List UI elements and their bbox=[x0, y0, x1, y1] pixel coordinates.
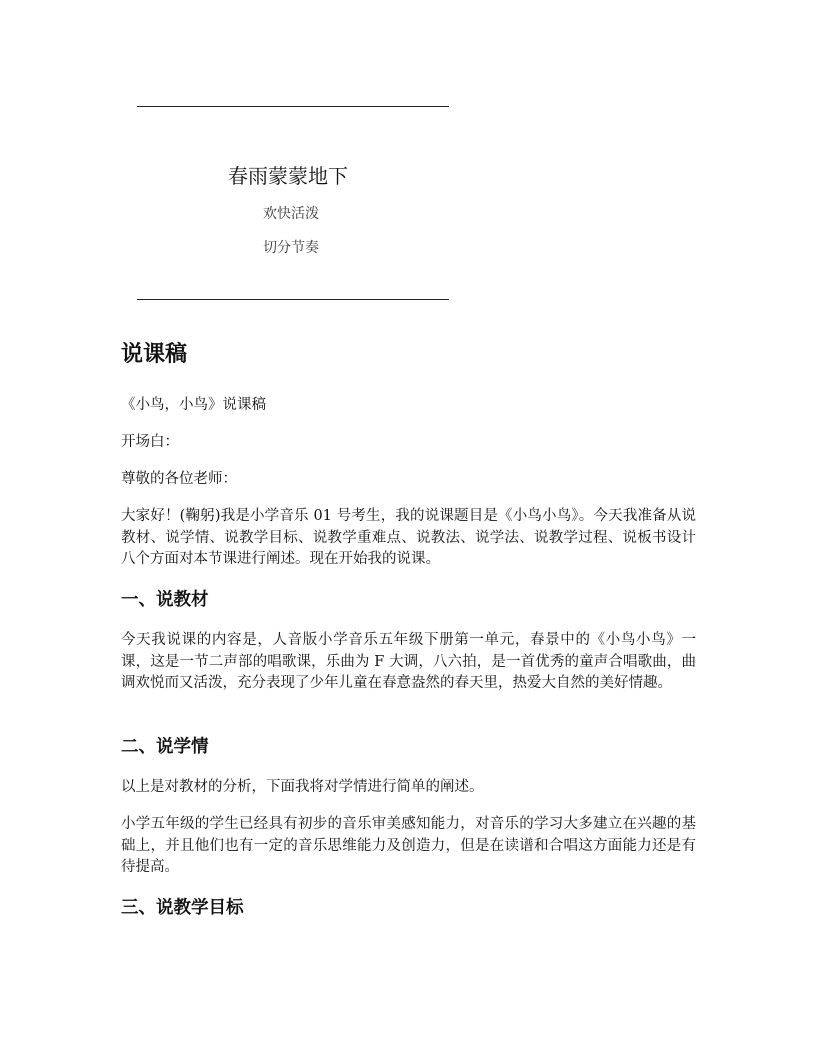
greeting-line: 尊敬的各位老师： bbox=[121, 471, 237, 487]
section-textbook-paragraph: 今天我说课的内容是，人音版小学音乐五年级下册第一单元，春景中的《小鸟小鸟》一课，这是一节二声部的唱歌课，乐曲为 F 大调，八六拍，是一首优秀的童声合唱歌曲，曲调欢悦而又活泼，充分表现了少年儿童在春意盎然的春天里，热爱大自然的美好情趣。 bbox=[121, 632, 696, 691]
header-subtitle-rhythm: 切分节奏 bbox=[263, 240, 319, 256]
top-rule bbox=[137, 106, 449, 107]
lesson-title-line: 《小鸟，小鸟》说课稿 bbox=[121, 397, 266, 413]
section-heading-objectives: 三、说教学目标 bbox=[121, 898, 244, 918]
bottom-rule bbox=[137, 299, 449, 300]
section-heading-students: 二、说学情 bbox=[121, 737, 209, 757]
opening-label: 开场白： bbox=[121, 434, 179, 450]
section-heading-textbook: 一、说教材 bbox=[121, 590, 209, 610]
header-subtitle-mood: 欢快活泼 bbox=[263, 206, 319, 222]
section-students-paragraph-1: 以上是对教材的分析，下面我将对学情进行简单的阐述。 bbox=[121, 779, 484, 795]
section-students-paragraph-2: 小学五年级的学生已经具有初步的音乐审美感知能力，对音乐的学习大多建立在兴趣的基础上，并且他们也有一定的音乐思维能力及创造力，但是在读谱和合唱这方面能力还是有待提高。 bbox=[121, 816, 696, 875]
header-title: 春雨蒙蒙地下 bbox=[228, 164, 348, 188]
document-title: 说课稿 bbox=[121, 342, 188, 367]
intro-paragraph: 大家好！(鞠躬)我是小学音乐 01 号考生，我的说课题目是《小鸟小鸟》。今天我准备从说教材、说学情、说教学目标、说教学重难点、说教法、说学法、说教学过程、说板书设计八个方面对本节课进行阐述。现在开始我的说课。 bbox=[121, 508, 696, 567]
